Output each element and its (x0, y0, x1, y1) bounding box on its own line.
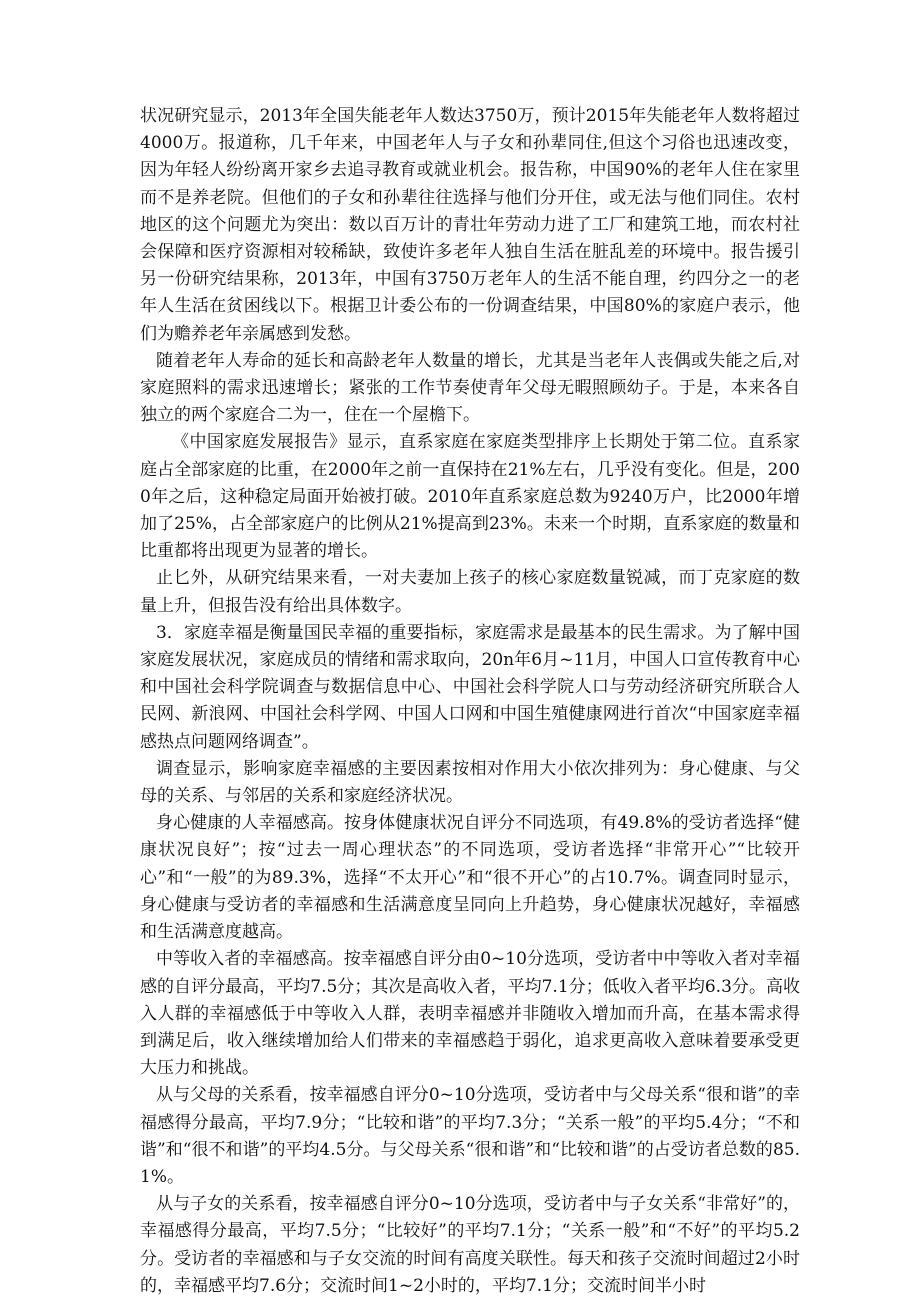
paragraph-elderly-care: 状况研究显示，2013年全国失能老年人数达3750万，预计2015年失能老年人数将超过4000万。报道称，几千年来，中国老年人与子女和孙辈同住,但这个习俗也迅速改变，因为年轻人纷纷离开家乡去追寻教育或就业机会。报告称，中国90%的老年人住在家里而不是养老院。但他们的子女和孙辈往往选择与他们分开住，或无法与他们同住。农村地区的这个问题尤为突出：数以百万计的青壮年劳动力进了工厂和建筑工地，而农村社会保障和医疗资源相对较稀缺，致使许多老年人独自生活在脏乱差的环境中。报告援引另一份研究结果称，2013年，中国有3750万老年人的生活不能自理，约四分之一的老年人生活在贫困线以下。根据卫计委公布的一份调查结果，中国80%的家庭户表示，他们为赡养老年亲属感到发愁。 (140, 106, 800, 344)
paragraph-health: 身心健康的人幸福感高。按身体健康状况自评分不同选项，有49.8%的受访者选择“健康状况良好”；按“过去一周心理状态”的不同选项，受访者选择“非常开心”“比较开心”和“一般”的为89.3%，选择“不太开心”和“很不开心”的占10.7%。调查同时显示，身心健康与受访者的幸福感和生活满意度呈同向上升趋势，身心健康状况越好，幸福感和生活满意度越高。 (140, 813, 800, 943)
paragraph-income: 中等收入者的幸福感高。按幸福感自评分由0~10分选项，受访者中中等收入者对幸福感的自评分最高，平均7.5分；其次是高收入者，平均7.1分；低收入者平均6.3分。高收入人群的幸福感低于中等收入人群，表明幸福感并非随收入增加而升高，在基本需求得到满足后，收入继续增加给人们带来的幸福感趋于弱化，追求更高收入意味着要承受更大压力和挑战。 (140, 949, 800, 1079)
paragraph-survey-intro: 3．家庭幸福是衡量国民幸福的重要指标，家庭需求是最基本的民生需求。为了解中国家庭发展状况，家庭成员的情绪和需求取向，20n年6月~11月，中国人口宣传教育中心和中国社会科学院调查与数据信息中心、中国社会科学院人口与劳动经济研究所联合人民网、新浪网、中国社会科学网、中国人口网和中国生殖健康网进行首次“中国家庭幸福感热点问题网络调查”。 (140, 622, 800, 752)
paragraph-survey-factors: 调查显示，影响家庭幸福感的主要因素按相对作用大小依次排列为：身心健康、与父母的关系、与邻居的关系和家庭经济状况。 (140, 758, 800, 807)
paragraph-family-care-demand: 随着老年人寿命的延长和高龄老年人数量的增长，尤其是当老年人丧偶或失能之后,对家庭照料的需求迅速增长；紧张的工作节奏使青年父母无暇照顾幼子。于是，本来各自独立的两个家庭合二为一，住在一个屋檐下。 (140, 350, 800, 426)
paragraph-lineal-family: 《中国家庭发展报告》显示，直系家庭在家庭类型排序上长期处于第二位。直系家庭占全部家庭的比重，在2000年之前一直保持在21%左右，几乎没有变化。但是，2000年之后，这种稳定局面开始被打破。2010年直系家庭总数为9240万户，比2000年增加了25%，占全部家庭户的比例从21%提高到23%。未来一个时期，直系家庭的数量和比重都将出现更为显著的增长。 (140, 432, 800, 562)
paragraph-core-family: 止匕外，从研究结果来看，一对夫妻加上孩子的核心家庭数量锐减，而丁克家庭的数量上升，但报告没有给出具体数字。 (140, 568, 800, 616)
paragraph-parents: 从与父母的关系看，按幸福感自评分0~10分选项，受访者中与父母关系“很和谐”的幸福感得分最高，平均7.9分；“比较和谐”的平均7.3分；“关系一般”的平均5.4分；“不和谐”和“很不和谐”的平均4.5分。与父母关系“很和谐”和“比较和谐”的占受访者总数的85.1%。 (140, 1085, 800, 1187)
paragraph-children: 从与子女的关系看，按幸福感自评分0~10分选项，受访者中与子女关系“非常好”的，幸福感得分最高，平均7.5分；“比较好”的平均7.1分；“关系一般”和“不好”的平均5.2分。受访者的幸福感和与子女交流的时间有高度关联性。每天和孩子交流时间超过2小时的，幸福感平均7.6分；交流时间1~2小时的，平均7.1分；交流时间半小时 (140, 1194, 800, 1296)
body-text (140, 103, 800, 1300)
